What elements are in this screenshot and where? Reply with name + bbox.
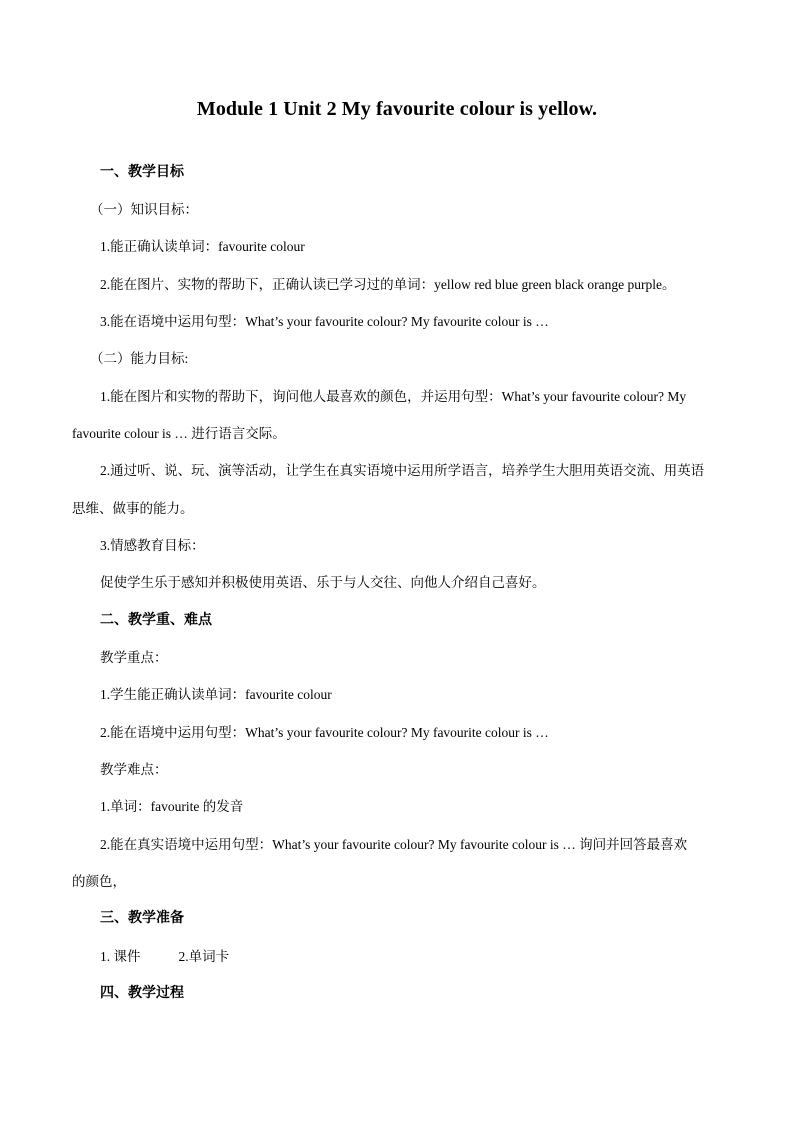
difficulty-2-line-2: 的颜色， (72, 874, 126, 889)
difficulties-label: 教学难点： (100, 762, 168, 777)
ability-item-1-line-1: 1.能在图片和实物的帮助下，询问他人最喜欢的颜色，并运用句型：What’s your favourite colour? My (100, 389, 687, 404)
preparation-item-word-cards: 2.单词卡 (178, 949, 230, 964)
ability-item-1-line-2: favourite colour is … 进行语言交际。 (72, 426, 286, 441)
section-heading-objectives: 一、教学目标 (100, 165, 184, 180)
subheading-ability: （二）能力目标: (90, 351, 189, 366)
knowledge-item-1: 1.能正确认读单词：favourite colour (100, 239, 305, 254)
key-point-2: 2.能在语境中运用句型：What’s your favourite colour? My favourite colour is … (100, 725, 549, 740)
difficulty-2-line-1: 2.能在真实语境中运用句型：What’s your favourite colour? My favourite colour is … 询问并回答最喜欢 (100, 837, 688, 852)
ability-item-3: 3.情感教育目标： (100, 538, 205, 553)
knowledge-item-3: 3.能在语境中运用句型：What’s your favourite colour? My favourite colour is … (100, 314, 549, 329)
preparation-items (100, 947, 229, 967)
knowledge-item-2: 2.能在图片、实物的帮助下，正确认读已学习过的单词：yellow red blue green black orange purple。 (100, 277, 676, 292)
ability-item-2-line-2: 思维、做事的能力。 (72, 501, 194, 516)
section-heading-preparation: 三、教学准备 (100, 911, 184, 926)
preparation-item-courseware: 1. 课件 (100, 949, 141, 964)
section-heading-key-points: 二、教学重、难点 (100, 613, 212, 628)
subheading-knowledge: （一）知识目标： (90, 202, 198, 217)
emotional-goal-text: 促使学生乐于感知并积极使用英语、乐于与人交往、向他人介绍自己喜好。 (100, 575, 546, 590)
key-points-label: 教学重点： (100, 650, 168, 665)
page-title: Module 1 Unit 2 My favourite colour is yellow. (196, 98, 598, 120)
ability-item-2-line-1: 2.通过听、说、玩、演等活动，让学生在真实语境中运用所学语言，培养学生大胆用英语交流、用英语 (100, 463, 705, 478)
difficulty-1: 1.单词：favourite 的发音 (100, 799, 244, 814)
key-point-1: 1.学生能正确认读单词：favourite colour (100, 687, 332, 702)
section-heading-process: 四、教学过程 (100, 986, 184, 1001)
